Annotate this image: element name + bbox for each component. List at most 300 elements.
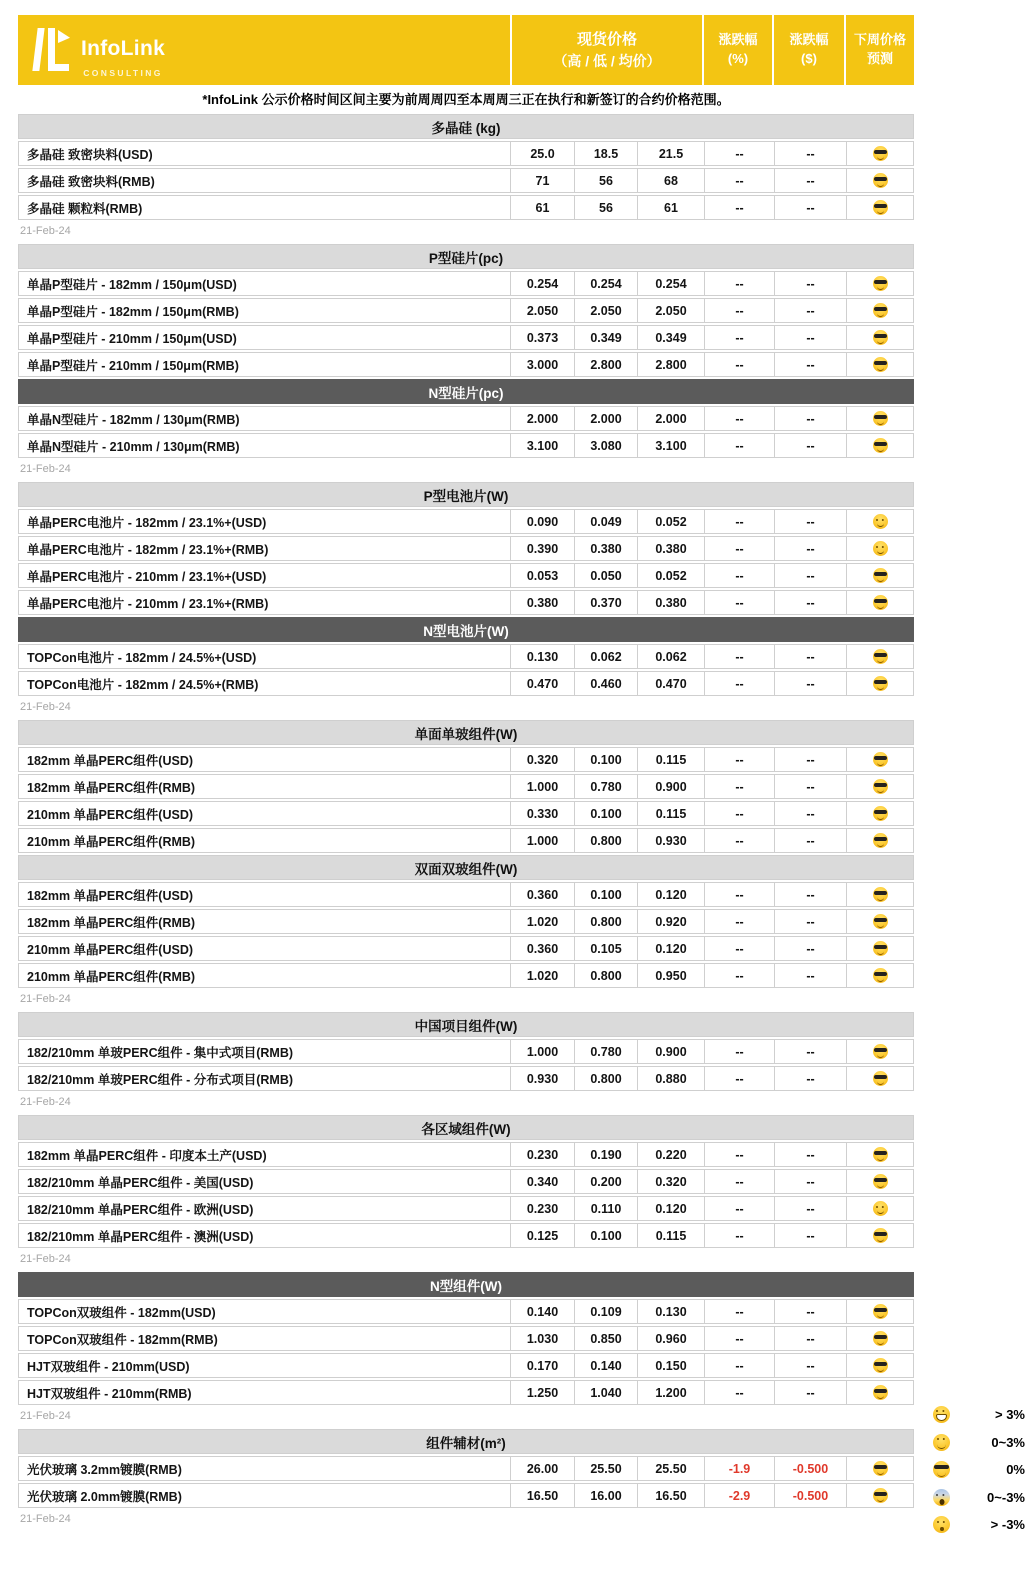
price-table: [18, 114, 914, 1530]
table-row: [18, 590, 914, 615]
table-row: [18, 1326, 914, 1351]
forecast-cell: [847, 299, 913, 322]
change-usd-cell: -0.500: [775, 1457, 847, 1480]
change-pct-cell: --: [705, 272, 775, 295]
table-group: [18, 1012, 914, 1113]
section-header: N型组件(W): [18, 1272, 914, 1297]
price-avg-cell: 3.100: [638, 434, 705, 457]
table-row: [18, 141, 914, 166]
change-pct-cell: --: [705, 169, 775, 192]
price-high-cell: 61: [511, 196, 575, 219]
price-avg-cell: 0.052: [638, 564, 705, 587]
change-usd-cell: --: [775, 196, 847, 219]
change-usd-title: 涨跌幅: [789, 32, 829, 48]
change-pct-cell: --: [705, 196, 775, 219]
change-pct-cell: --: [705, 775, 775, 798]
legend-item: [933, 1456, 1025, 1484]
change-usd-cell: -0.500: [775, 1484, 847, 1507]
price-low-cell: 0.460: [575, 672, 638, 695]
price-avg-cell: 2.800: [638, 353, 705, 376]
change-usd-cell: --: [775, 883, 847, 906]
price-avg-cell: 68: [638, 169, 705, 192]
price-avg-cell: 0.052: [638, 510, 705, 533]
price-low-cell: 0.780: [575, 775, 638, 798]
price-low-cell: 2.050: [575, 299, 638, 322]
product-name-cell: TOPCon双玻组件 - 182mm(USD): [19, 1300, 511, 1323]
forecast-cell: [847, 407, 913, 430]
change-usd-cell: --: [775, 802, 847, 825]
price-avg-cell: 0.150: [638, 1354, 705, 1377]
forecast-cell: [847, 645, 913, 668]
price-avg-cell: 0.880: [638, 1067, 705, 1090]
table-row: [18, 271, 914, 296]
price-high-cell: 0.373: [511, 326, 575, 349]
forecast-cell: [847, 1143, 913, 1166]
column-header-forecast: [844, 15, 914, 85]
price-avg-cell: 0.470: [638, 672, 705, 695]
product-name-cell: HJT双玻组件 - 210mm(USD): [19, 1354, 511, 1377]
spot-price-subtitle: （高 / 低 / 均价）: [553, 52, 661, 69]
table-row: [18, 298, 914, 323]
price-high-cell: 0.360: [511, 883, 575, 906]
brand-subtitle: CONSULTING: [83, 68, 163, 79]
price-avg-cell: 21.5: [638, 142, 705, 165]
section-header: 组件辅材(m²): [18, 1429, 914, 1454]
change-pct-cell: --: [705, 964, 775, 987]
table-row: [18, 433, 914, 458]
section-date: 21-Feb-24: [20, 225, 71, 237]
change-pct-cell: --: [705, 299, 775, 322]
forecast-cell: [847, 1300, 913, 1323]
price-low-cell: 0.200: [575, 1170, 638, 1193]
product-name-cell: 210mm 单晶PERC组件(RMB): [19, 964, 511, 987]
legend-label: 0~-3%: [987, 1489, 1025, 1505]
smile-emoji-icon: [873, 514, 888, 529]
price-avg-cell: 0.930: [638, 829, 705, 852]
legend-item: [933, 1511, 1025, 1539]
table-row: [18, 509, 914, 534]
cool-emoji-icon: [873, 438, 888, 453]
cool-emoji-icon: [873, 1174, 888, 1189]
cool-emoji-icon: [873, 941, 888, 956]
table-row: [18, 644, 914, 669]
section-header: P型硅片(pc): [18, 244, 914, 269]
change-usd-cell: --: [775, 1040, 847, 1063]
price-low-cell: 0.254: [575, 272, 638, 295]
cool-emoji-icon: [873, 173, 888, 188]
cool-emoji-icon: [873, 833, 888, 848]
price-avg-cell: 2.050: [638, 299, 705, 322]
product-name-cell: 光伏玻璃 3.2mm镀膜(RMB): [19, 1457, 511, 1480]
product-name-cell: 多晶硅 致密块料(USD): [19, 142, 511, 165]
price-high-cell: 1.000: [511, 1040, 575, 1063]
price-low-cell: 0.380: [575, 537, 638, 560]
product-name-cell: 单晶P型硅片 - 182mm / 150μm(USD): [19, 272, 511, 295]
legend-label: > -3%: [990, 1517, 1025, 1533]
price-high-cell: 0.053: [511, 564, 575, 587]
cool-emoji-icon: [873, 968, 888, 983]
price-low-cell: 0.062: [575, 645, 638, 668]
price-avg-cell: 0.120: [638, 1197, 705, 1220]
price-low-cell: 0.140: [575, 1354, 638, 1377]
forecast-cell: [847, 1067, 913, 1090]
product-name-cell: 182mm 单晶PERC组件(RMB): [19, 910, 511, 933]
cool-emoji-icon: [873, 752, 888, 767]
infolink-logo: [34, 26, 165, 80]
change-usd-cell: --: [775, 672, 847, 695]
price-high-cell: 0.230: [511, 1197, 575, 1220]
price-avg-cell: 0.220: [638, 1143, 705, 1166]
table-row: [18, 195, 914, 220]
table-group: [18, 1272, 914, 1427]
table-row: [18, 828, 914, 853]
price-avg-cell: 1.200: [638, 1381, 705, 1404]
forecast-cell: [847, 802, 913, 825]
price-low-cell: 0.109: [575, 1300, 638, 1323]
table-row: [18, 1223, 914, 1248]
change-usd-cell: --: [775, 434, 847, 457]
price-avg-cell: 61: [638, 196, 705, 219]
price-high-cell: 1.020: [511, 964, 575, 987]
forecast-cell: [847, 564, 913, 587]
column-header-change-pct: [702, 15, 772, 85]
change-pct-cell: --: [705, 1143, 775, 1166]
price-avg-cell: 0.320: [638, 1170, 705, 1193]
cool-emoji-icon: [873, 595, 888, 610]
forecast-cell: [847, 1197, 913, 1220]
table-row: [18, 671, 914, 696]
table-row: [18, 1483, 914, 1508]
price-low-cell: 0.100: [575, 802, 638, 825]
price-high-cell: 0.130: [511, 645, 575, 668]
open-emoji-icon: [933, 1516, 950, 1533]
change-pct-cell: --: [705, 1170, 775, 1193]
forecast-cell: [847, 1457, 913, 1480]
cool-emoji-icon: [873, 303, 888, 318]
price-avg-cell: 0.950: [638, 964, 705, 987]
price-avg-cell: 0.960: [638, 1327, 705, 1350]
table-row: [18, 1169, 914, 1194]
price-period-note: *InfoLink 公示价格时间区间主要为前周周四至本周周三正在执行和新签订的合约价格范围。: [202, 92, 730, 107]
price-high-cell: 1.030: [511, 1327, 575, 1350]
section-header: 双面双玻组件(W): [18, 855, 914, 880]
product-name-cell: 单晶PERC电池片 - 182mm / 23.1%+(RMB): [19, 537, 511, 560]
change-usd-cell: --: [775, 1143, 847, 1166]
forecast-cell: [847, 1040, 913, 1063]
section-header: 各区域组件(W): [18, 1115, 914, 1140]
forecast-cell: [847, 434, 913, 457]
table-row: [18, 1456, 914, 1481]
table-row: [18, 1196, 914, 1221]
table-row: [18, 352, 914, 377]
change-usd-unit: ($): [801, 51, 817, 66]
price-high-cell: 3.100: [511, 434, 575, 457]
grin-emoji-icon: [933, 1406, 950, 1423]
price-low-cell: 0.100: [575, 748, 638, 771]
change-usd-cell: --: [775, 645, 847, 668]
table-group: [18, 1429, 914, 1530]
change-usd-cell: --: [775, 937, 847, 960]
table-group: [18, 114, 914, 242]
cool-emoji-icon: [873, 676, 888, 691]
product-name-cell: 182/210mm 单玻PERC组件 - 分布式项目(RMB): [19, 1067, 511, 1090]
price-low-cell: 2.800: [575, 353, 638, 376]
forecast-cell: [847, 775, 913, 798]
forecast-cell: [847, 537, 913, 560]
price-low-cell: 16.00: [575, 1484, 638, 1507]
change-pct-cell: -2.9: [705, 1484, 775, 1507]
cool-emoji-icon: [873, 357, 888, 372]
cool-emoji-icon: [873, 1331, 888, 1346]
price-high-cell: 0.930: [511, 1067, 575, 1090]
product-name-cell: 182mm 单晶PERC组件(USD): [19, 883, 511, 906]
price-high-cell: 25.0: [511, 142, 575, 165]
product-name-cell: 210mm 单晶PERC组件(USD): [19, 802, 511, 825]
section-date: 21-Feb-24: [20, 463, 71, 475]
product-name-cell: 210mm 单晶PERC组件(RMB): [19, 829, 511, 852]
price-low-cell: 0.800: [575, 829, 638, 852]
table-row: [18, 936, 914, 961]
forecast-cell: [847, 964, 913, 987]
forecast-cell: [847, 910, 913, 933]
logo-cell: [18, 15, 510, 85]
section-date: 21-Feb-24: [20, 701, 71, 713]
section-header: P型电池片(W): [18, 482, 914, 507]
cool-emoji-icon: [873, 276, 888, 291]
price-avg-cell: 0.062: [638, 645, 705, 668]
forecast-cell: [847, 937, 913, 960]
change-pct-cell: --: [705, 407, 775, 430]
cool-emoji-icon: [873, 330, 888, 345]
section-date: 21-Feb-24: [20, 1253, 71, 1265]
table-row: [18, 882, 914, 907]
forecast-cell: [847, 272, 913, 295]
table-row: [18, 747, 914, 772]
change-pct-cell: -1.9: [705, 1457, 775, 1480]
change-pct-cell: --: [705, 829, 775, 852]
cool-emoji-icon: [873, 649, 888, 664]
price-high-cell: 26.00: [511, 1457, 575, 1480]
cool-emoji-icon: [873, 411, 888, 426]
product-name-cell: 单晶PERC电池片 - 210mm / 23.1%+(RMB): [19, 591, 511, 614]
price-avg-cell: 16.50: [638, 1484, 705, 1507]
forecast-cell: [847, 196, 913, 219]
price-high-cell: 0.360: [511, 937, 575, 960]
legend-item: [933, 1401, 1025, 1429]
product-name-cell: 182mm 单晶PERC组件(USD): [19, 748, 511, 771]
product-name-cell: TOPCon电池片 - 182mm / 24.5%+(USD): [19, 645, 511, 668]
product-name-cell: 210mm 单晶PERC组件(USD): [19, 937, 511, 960]
change-usd-cell: --: [775, 1224, 847, 1247]
price-high-cell: 0.140: [511, 1300, 575, 1323]
cool-emoji-icon: [873, 1044, 888, 1059]
price-low-cell: 0.190: [575, 1143, 638, 1166]
product-name-cell: 单晶P型硅片 - 210mm / 150μm(USD): [19, 326, 511, 349]
price-high-cell: 0.340: [511, 1170, 575, 1193]
cool-emoji-icon: [873, 1228, 888, 1243]
price-low-cell: 0.850: [575, 1327, 638, 1350]
column-header-change-usd: [772, 15, 844, 85]
table-row: [18, 1380, 914, 1405]
cool-emoji-icon: [873, 887, 888, 902]
price-high-cell: 0.230: [511, 1143, 575, 1166]
cool-emoji-icon: [873, 1147, 888, 1162]
product-name-cell: 单晶N型硅片 - 182mm / 130μm(RMB): [19, 407, 511, 430]
price-avg-cell: 0.254: [638, 272, 705, 295]
price-low-cell: 18.5: [575, 142, 638, 165]
change-pct-cell: --: [705, 672, 775, 695]
forecast-cell: [847, 829, 913, 852]
price-low-cell: 0.800: [575, 910, 638, 933]
change-usd-cell: --: [775, 142, 847, 165]
forecast-cell: [847, 748, 913, 771]
change-pct-cell: --: [705, 591, 775, 614]
product-name-cell: 多晶硅 致密块料(RMB): [19, 169, 511, 192]
legend-label: 0~3%: [991, 1434, 1025, 1450]
price-low-cell: 56: [575, 169, 638, 192]
change-pct-cell: --: [705, 937, 775, 960]
table-row: [18, 774, 914, 799]
change-usd-cell: --: [775, 299, 847, 322]
price-high-cell: 0.330: [511, 802, 575, 825]
section-header: 多晶硅 (kg): [18, 114, 914, 139]
price-low-cell: 2.000: [575, 407, 638, 430]
product-name-cell: 单晶PERC电池片 - 182mm / 23.1%+(USD): [19, 510, 511, 533]
price-high-cell: 2.050: [511, 299, 575, 322]
price-avg-cell: 0.115: [638, 802, 705, 825]
table-group: [18, 244, 914, 480]
price-avg-cell: 0.900: [638, 1040, 705, 1063]
change-usd-cell: --: [775, 564, 847, 587]
smile-emoji-icon: [933, 1434, 950, 1451]
price-low-cell: 0.049: [575, 510, 638, 533]
price-high-cell: 3.000: [511, 353, 575, 376]
price-high-cell: 0.380: [511, 591, 575, 614]
price-avg-cell: 25.50: [638, 1457, 705, 1480]
price-high-cell: 2.000: [511, 407, 575, 430]
forecast-cell: [847, 883, 913, 906]
change-pct-cell: --: [705, 434, 775, 457]
section-header: N型硅片(pc): [18, 379, 914, 404]
change-pct-cell: --: [705, 1224, 775, 1247]
price-avg-cell: 0.115: [638, 1224, 705, 1247]
price-high-cell: 0.090: [511, 510, 575, 533]
scream-emoji-icon: [933, 1489, 950, 1506]
price-avg-cell: 0.115: [638, 748, 705, 771]
legend-item: [933, 1484, 1025, 1512]
change-pct-cell: --: [705, 1067, 775, 1090]
price-avg-cell: 0.380: [638, 591, 705, 614]
cool-emoji-icon: [873, 146, 888, 161]
table-row: [18, 1142, 914, 1167]
cool-emoji-icon: [873, 1488, 888, 1503]
price-avg-cell: 2.000: [638, 407, 705, 430]
change-usd-cell: --: [775, 775, 847, 798]
price-high-cell: 0.254: [511, 272, 575, 295]
change-pct-cell: --: [705, 353, 775, 376]
forecast-cell: [847, 672, 913, 695]
change-usd-cell: --: [775, 829, 847, 852]
change-pct-cell: --: [705, 326, 775, 349]
price-low-cell: 0.050: [575, 564, 638, 587]
spot-price-title: 现货价格: [576, 30, 637, 48]
change-usd-cell: --: [775, 1197, 847, 1220]
product-name-cell: 光伏玻璃 2.0mm镀膜(RMB): [19, 1484, 511, 1507]
product-name-cell: TOPCon电池片 - 182mm / 24.5%+(RMB): [19, 672, 511, 695]
cool-emoji-icon: [873, 779, 888, 794]
table-row: [18, 1066, 914, 1091]
forecast-cell: [847, 1484, 913, 1507]
price-low-cell: 56: [575, 196, 638, 219]
header-banner: [18, 15, 914, 85]
price-high-cell: 0.320: [511, 748, 575, 771]
price-low-cell: 0.100: [575, 1224, 638, 1247]
product-name-cell: HJT双玻组件 - 210mm(RMB): [19, 1381, 511, 1404]
forecast-cell: [847, 1354, 913, 1377]
section-date: 21-Feb-24: [20, 1410, 71, 1422]
table-group: [18, 720, 914, 1010]
change-usd-cell: --: [775, 510, 847, 533]
cool-emoji-icon: [873, 1358, 888, 1373]
table-group: [18, 482, 914, 718]
column-header-spot-price: [510, 15, 702, 85]
change-pct-cell: --: [705, 645, 775, 668]
price-high-cell: 1.020: [511, 910, 575, 933]
forecast-legend: [933, 1401, 1025, 1539]
forecast-cell: [847, 1327, 913, 1350]
price-high-cell: 0.170: [511, 1354, 575, 1377]
price-low-cell: 0.100: [575, 883, 638, 906]
price-low-cell: 0.349: [575, 326, 638, 349]
change-pct-cell: --: [705, 510, 775, 533]
table-row: [18, 1353, 914, 1378]
price-avg-cell: 0.380: [638, 537, 705, 560]
change-usd-cell: --: [775, 1381, 847, 1404]
forecast-cell: [847, 326, 913, 349]
table-row: [18, 406, 914, 431]
price-high-cell: 1.000: [511, 829, 575, 852]
price-low-cell: 0.800: [575, 964, 638, 987]
change-pct-cell: --: [705, 910, 775, 933]
change-pct-cell: --: [705, 1381, 775, 1404]
price-avg-cell: 0.920: [638, 910, 705, 933]
change-pct-cell: --: [705, 1327, 775, 1350]
brand-name: InfoLink: [81, 37, 166, 60]
table-row: [18, 801, 914, 826]
product-name-cell: 单晶N型硅片 - 210mm / 130μm(RMB): [19, 434, 511, 457]
change-pct-cell: --: [705, 564, 775, 587]
change-pct-cell: --: [705, 1040, 775, 1063]
price-low-cell: 0.800: [575, 1067, 638, 1090]
section-header: 中国项目组件(W): [18, 1012, 914, 1037]
product-name-cell: 182/210mm 单晶PERC组件 - 澳洲(USD): [19, 1224, 511, 1247]
product-name-cell: 单晶P型硅片 - 210mm / 150μm(RMB): [19, 353, 511, 376]
change-usd-cell: --: [775, 407, 847, 430]
cool-emoji-icon: [873, 1071, 888, 1086]
change-usd-cell: --: [775, 591, 847, 614]
table-row: [18, 909, 914, 934]
forecast-cell: [847, 142, 913, 165]
cool-emoji-icon: [873, 1304, 888, 1319]
product-name-cell: 182mm 单晶PERC组件 - 印度本土产(USD): [19, 1143, 511, 1166]
change-pct-cell: --: [705, 1354, 775, 1377]
section-header: 单面单玻组件(W): [18, 720, 914, 745]
cool-emoji-icon: [873, 1461, 888, 1476]
price-avg-cell: 0.130: [638, 1300, 705, 1323]
change-usd-cell: --: [775, 1300, 847, 1323]
section-date: 21-Feb-24: [20, 1513, 71, 1525]
forecast-cell: [847, 510, 913, 533]
